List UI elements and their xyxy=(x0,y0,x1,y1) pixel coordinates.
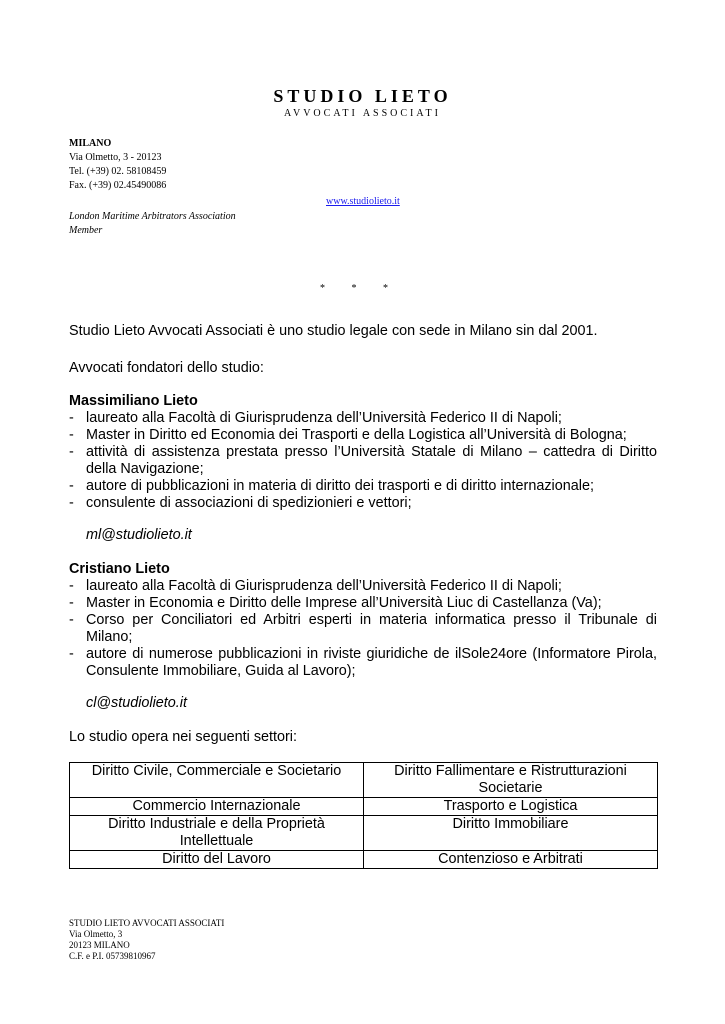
list-item: - Master in Diritto ed Economia dei Trasporti e della Logistica all’Università di Bologna; xyxy=(69,427,657,444)
partner-credentials-list xyxy=(69,578,657,680)
sectors-heading: Lo studio opera nei seguenti settori: xyxy=(69,729,298,745)
office-address: Via Olmetto, 3 - 20123 xyxy=(69,152,162,163)
sectors-table xyxy=(69,762,658,869)
association-role: Member xyxy=(69,225,103,236)
footer-address: Via Olmetto, 3 xyxy=(69,929,123,939)
partner-email[interactable]: cl@studiolieto.it xyxy=(86,695,187,711)
partner-email[interactable]: ml@studiolieto.it xyxy=(86,527,192,543)
table-row xyxy=(70,763,658,798)
table-cell: Contenzioso e Arbitrati xyxy=(364,851,658,869)
partner-name: Massimiliano Lieto xyxy=(69,393,198,409)
table-row xyxy=(70,798,658,816)
table-cell: Diritto Fallimentare e Ristrutturazioni Societarie xyxy=(364,763,658,798)
list-item: - attività di assistenza prestata presso l’Università Statale di Milano – cattedra di Diritto della Navigazione; xyxy=(69,444,657,478)
list-item: - Corso per Conciliatori ed Arbitri esperti in materia informatica presso il Tribunale di Milano; xyxy=(69,612,657,646)
footer-vat-number: C.F. e P.I. 05739810967 xyxy=(69,951,156,961)
list-item: - Master in Economia e Diritto delle Imprese all’Università Liuc di Castellanza (Va); xyxy=(69,595,657,612)
association-name: London Maritime Arbitrators Association xyxy=(69,211,236,222)
table-cell: Trasporto e Logistica xyxy=(364,798,658,816)
table-cell: Commercio Internazionale xyxy=(70,798,364,816)
list-item: - autore di pubblicazioni in materia di diritto dei trasporti e di diritto internazionale; xyxy=(69,478,657,495)
table-cell: Diritto Immobiliare xyxy=(364,816,658,851)
footer-city: 20123 MILANO xyxy=(69,940,130,950)
office-phone: Tel. (+39) 02. 58108459 xyxy=(69,166,167,177)
letterhead-title: STUDIO LIETO xyxy=(273,86,452,106)
section-separator: * * * xyxy=(320,283,388,294)
founders-heading: Avvocati fondatori dello studio: xyxy=(69,360,264,376)
list-item: - autore di numerose pubblicazioni in riviste giuridiche de ilSole24ore (Informatore Pirola, Consulente Immobiliare, Guida al Lavoro); xyxy=(69,646,657,680)
letterhead-subtitle: AVVOCATI ASSOCIATI xyxy=(284,108,441,119)
list-item: - laureato alla Facoltà di Giurisprudenza dell’Università Federico II di Napoli; xyxy=(69,410,657,427)
table-cell: Diritto Industriale e della Proprietà Intellettuale xyxy=(70,816,364,851)
list-item: - laureato alla Facoltà di Giurisprudenza dell’Università Federico II di Napoli; xyxy=(69,578,657,595)
intro-paragraph: Studio Lieto Avvocati Associati è uno studio legale con sede in Milano sin dal 2001. xyxy=(69,323,598,339)
list-item: - consulente di associazioni di spedizionieri e vettori; xyxy=(69,495,657,512)
table-row xyxy=(70,816,658,851)
partner-name: Cristiano Lieto xyxy=(69,561,170,577)
office-fax: Fax. (+39) 02.45490086 xyxy=(69,180,167,191)
table-cell: Diritto Civile, Commerciale e Societario xyxy=(70,763,364,798)
footer-firm-name: STUDIO LIETO AVVOCATI ASSOCIATI xyxy=(69,918,225,928)
table-row xyxy=(70,851,658,869)
website-link[interactable]: www.studiolieto.it xyxy=(326,196,400,207)
table-cell: Diritto del Lavoro xyxy=(70,851,364,869)
office-city: MILANO xyxy=(69,138,112,149)
partner-credentials-list xyxy=(69,410,657,512)
